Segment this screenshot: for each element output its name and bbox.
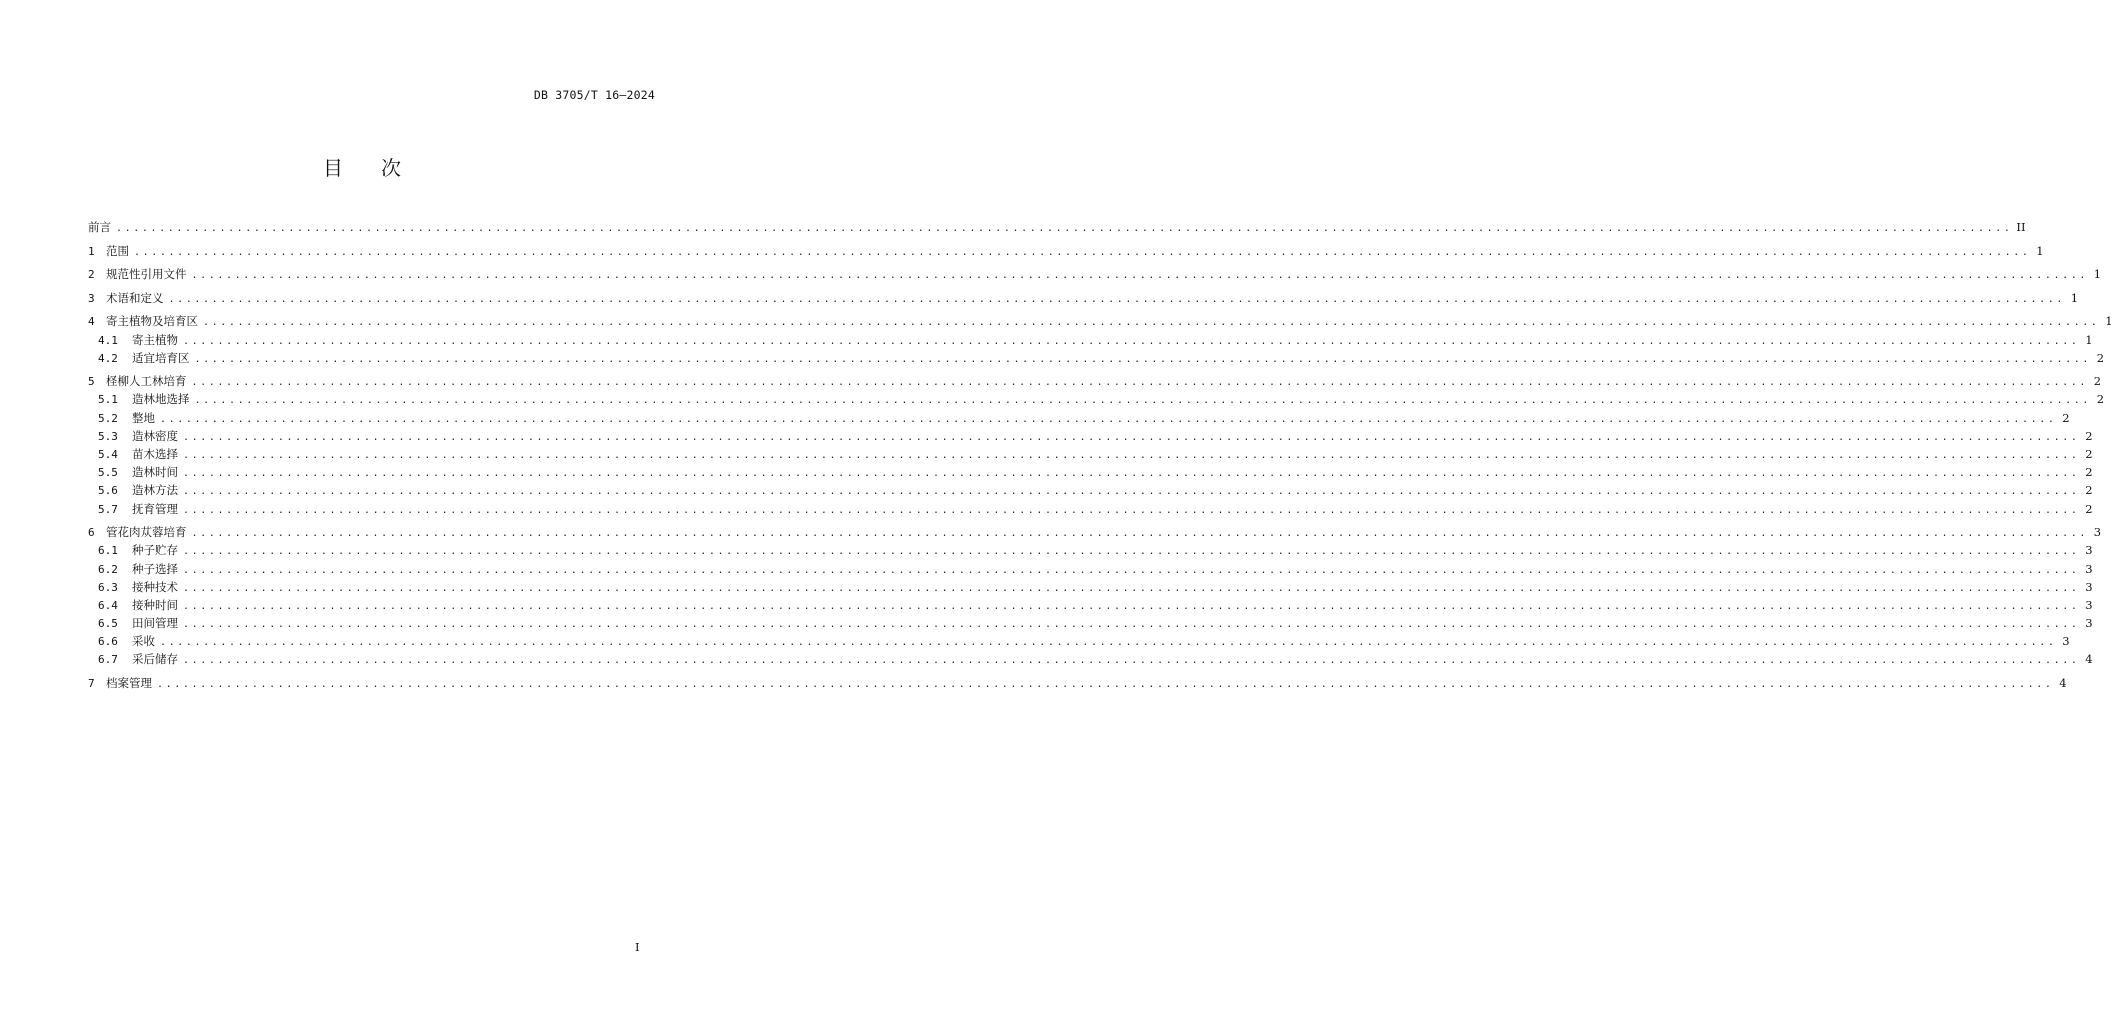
- toc-entry[interactable]: [88, 632, 2070, 650]
- toc-entry-page: 2: [2085, 501, 2093, 516]
- toc-entry[interactable]: [88, 541, 2093, 559]
- toc-entry[interactable]: [88, 650, 2093, 668]
- toc-entry-page: 3: [2085, 616, 2093, 631]
- toc-entry[interactable]: [88, 578, 2093, 596]
- toc-entry-label[interactable]: 种子选择: [132, 561, 178, 576]
- toc-entry[interactable]: [88, 331, 2093, 349]
- toc-entry-page: 4: [2059, 676, 2067, 691]
- toc-entry[interactable]: [88, 372, 2102, 390]
- toc-entry[interactable]: [88, 596, 2093, 614]
- toc-entry-number: 4.1: [98, 333, 118, 347]
- toc-entry-number: 6.6: [98, 635, 118, 649]
- dot-leader: ............................................................................................................................................................................................................................: [183, 582, 2080, 594]
- toc-entry-label[interactable]: 规范性引用文件: [106, 267, 187, 282]
- dot-leader: ............................................................................................................................................................................................................................: [191, 270, 2089, 282]
- toc-entry-number: 5.4: [98, 448, 118, 462]
- toc-entry-label[interactable]: 术语和定义: [106, 290, 164, 305]
- dot-leader: ............................................................................................................................................................................................................................: [183, 335, 2080, 347]
- toc-entry-page: 2: [2062, 410, 2070, 425]
- dot-leader: ............................................................................................................................................................................................................................: [183, 564, 2080, 576]
- dot-leader: ............................................................................................................................................................................................................................: [191, 377, 2089, 389]
- toc-entry-number: 5.1: [98, 393, 118, 407]
- toc-entry-label[interactable]: 造林密度: [132, 428, 178, 443]
- dot-leader: ............................................................................................................................................................................................................................: [183, 486, 2080, 498]
- toc-entry-number: 1: [88, 244, 95, 258]
- toc-entry-number: 5.7: [98, 502, 118, 516]
- toc-entry-number: 7: [88, 677, 95, 691]
- toc-entry-page: 2: [2085, 483, 2093, 498]
- toc-entry-label[interactable]: 寄主植物: [132, 332, 178, 347]
- toc-entry[interactable]: [88, 523, 2102, 541]
- dot-leader: ............................................................................................................................................................................................................................: [183, 431, 2080, 443]
- dot-leader: ............................................................................................................................................................................................................................: [116, 223, 2013, 234]
- toc-entry-label[interactable]: 田间管理: [132, 616, 178, 631]
- toc-entry-page: 1: [2070, 290, 2079, 305]
- toc-entry-page: 2: [2085, 465, 2093, 480]
- toc-entry-label[interactable]: 接种技术: [132, 579, 178, 594]
- toc-entry-number: 2: [88, 268, 95, 282]
- toc-entry-label[interactable]: 档案管理: [106, 676, 152, 691]
- toc-entry-page: II: [2016, 220, 2026, 234]
- toc-entry-page: 2: [2096, 350, 2105, 365]
- dot-leader: ............................................................................................................................................................................................................................: [191, 528, 2089, 540]
- toc-entry-number: 6.5: [98, 617, 118, 631]
- toc-entry-label[interactable]: 范围: [106, 243, 129, 258]
- toc-entry-page: 3: [2093, 525, 2102, 540]
- toc-entry-number: 5: [88, 375, 95, 389]
- toc-entry-label[interactable]: 管花肉苁蓉培育: [106, 525, 187, 540]
- dot-leader: ............................................................................................................................................................................................................................: [183, 600, 2080, 612]
- dot-leader: ............................................................................................................................................................................................................................: [183, 546, 2080, 558]
- toc-entry-label[interactable]: 造林时间: [132, 465, 178, 480]
- dot-leader: ............................................................................................................................................................................................................................: [160, 413, 2057, 425]
- toc-entry[interactable]: [88, 463, 2093, 481]
- toc-entry-number: 6.4: [98, 598, 118, 612]
- toc-entry-number: 5.5: [98, 466, 118, 480]
- toc-entry[interactable]: [88, 560, 2093, 578]
- document-code: DB 3705/T 16—2024: [533, 88, 655, 102]
- toc-entry[interactable]: [88, 614, 2093, 632]
- toc-entry-page: 3: [2085, 543, 2093, 558]
- toc-entry-label[interactable]: 整地: [132, 410, 155, 425]
- toc-entry-label[interactable]: 造林方法: [132, 483, 178, 498]
- dot-leader: ............................................................................................................................................................................................................................: [160, 637, 2057, 649]
- toc-entry[interactable]: [88, 674, 2067, 692]
- dot-leader: ............................................................................................................................................................................................................................: [183, 619, 2080, 631]
- toc-entry-page: 2: [2096, 392, 2105, 407]
- page-number: I: [635, 940, 640, 954]
- toc-entry[interactable]: [88, 445, 2093, 463]
- toc-entry-number: 3: [88, 291, 95, 305]
- toc-entry-page: 1: [2036, 243, 2044, 258]
- toc-entry[interactable]: [88, 312, 2113, 330]
- toc-entry-page: 3: [2062, 634, 2070, 649]
- toc-entry[interactable]: [88, 349, 2105, 367]
- toc-entry-page: 4: [2085, 652, 2093, 667]
- dot-leader: ............................................................................................................................................................................................................................: [157, 679, 2054, 691]
- toc-entry-number: 6.2: [98, 562, 118, 576]
- toc-entry-label[interactable]: 采后储存: [132, 652, 178, 667]
- toc-entry[interactable]: [88, 481, 2093, 499]
- toc-entry-page: 3: [2085, 597, 2093, 612]
- toc-entry-number: 5.2: [98, 411, 118, 425]
- toc-entry-label[interactable]: 柽柳人工林培育: [106, 374, 187, 389]
- toc-entry[interactable]: [88, 427, 2093, 445]
- toc-entry-page: 2: [2093, 374, 2102, 389]
- toc-entry-number: 6.3: [98, 580, 118, 594]
- toc-entry-number: 6: [88, 526, 95, 540]
- toc-entry[interactable]: [88, 242, 2044, 260]
- toc-entry[interactable]: [88, 390, 2105, 408]
- table-of-contents: [88, 218, 2113, 692]
- dot-leader: ............................................................................................................................................................................................................................: [183, 655, 2080, 667]
- dot-leader: ............................................................................................................................................................................................................................: [194, 353, 2092, 365]
- toc-entry-label[interactable]: 采收: [132, 634, 155, 649]
- toc-entry-page: 2: [2085, 447, 2093, 462]
- dot-leader: ............................................................................................................................................................................................................................: [183, 450, 2080, 462]
- toc-entry-label[interactable]: 接种时间: [132, 597, 178, 612]
- toc-entry-number: 5.6: [98, 484, 118, 498]
- toc-entry[interactable]: [88, 289, 2079, 307]
- toc-entry-page: 3: [2085, 579, 2093, 594]
- toc-entry-label[interactable]: 前言: [88, 220, 111, 234]
- dot-leader: ............................................................................................................................................................................................................................: [134, 246, 2031, 258]
- toc-entry-number: 6.1: [98, 544, 118, 558]
- toc-entry-number: 4.2: [98, 351, 118, 365]
- toc-entry-label[interactable]: 适宜培育区: [132, 350, 190, 365]
- toc-entry[interactable]: [88, 265, 2102, 283]
- toc-entry-page: 1: [2093, 267, 2102, 282]
- toc-entry-label[interactable]: 苗木选择: [132, 447, 178, 462]
- toc-title: 目次: [323, 156, 439, 180]
- toc-entry-number: 6.7: [98, 653, 118, 667]
- toc-entry-number: 5.3: [98, 429, 118, 443]
- dot-leader: ............................................................................................................................................................................................................................: [203, 317, 2100, 329]
- toc-entry-label[interactable]: 种子贮存: [132, 543, 178, 558]
- toc-entry[interactable]: [88, 409, 2070, 427]
- toc-entry-page: 3: [2085, 561, 2093, 576]
- toc-entry[interactable]: [88, 500, 2093, 518]
- dot-leader: ............................................................................................................................................................................................................................: [183, 504, 2080, 516]
- toc-entry-page: 1: [2105, 314, 2113, 329]
- toc-entry-label[interactable]: 寄主植物及培育区: [106, 314, 198, 329]
- toc-entry-page: 1: [2085, 332, 2093, 347]
- toc-entry-label[interactable]: 造林地选择: [132, 392, 190, 407]
- dot-leader: ............................................................................................................................................................................................................................: [183, 468, 2080, 480]
- toc-entry[interactable]: [88, 218, 2026, 236]
- toc-entry-label[interactable]: 抚育管理: [132, 501, 178, 516]
- dot-leader: ............................................................................................................................................................................................................................: [194, 395, 2092, 407]
- toc-entry-number: 4: [88, 315, 95, 329]
- toc-entry-page: 2: [2085, 428, 2093, 443]
- dot-leader: ............................................................................................................................................................................................................................: [168, 293, 2066, 305]
